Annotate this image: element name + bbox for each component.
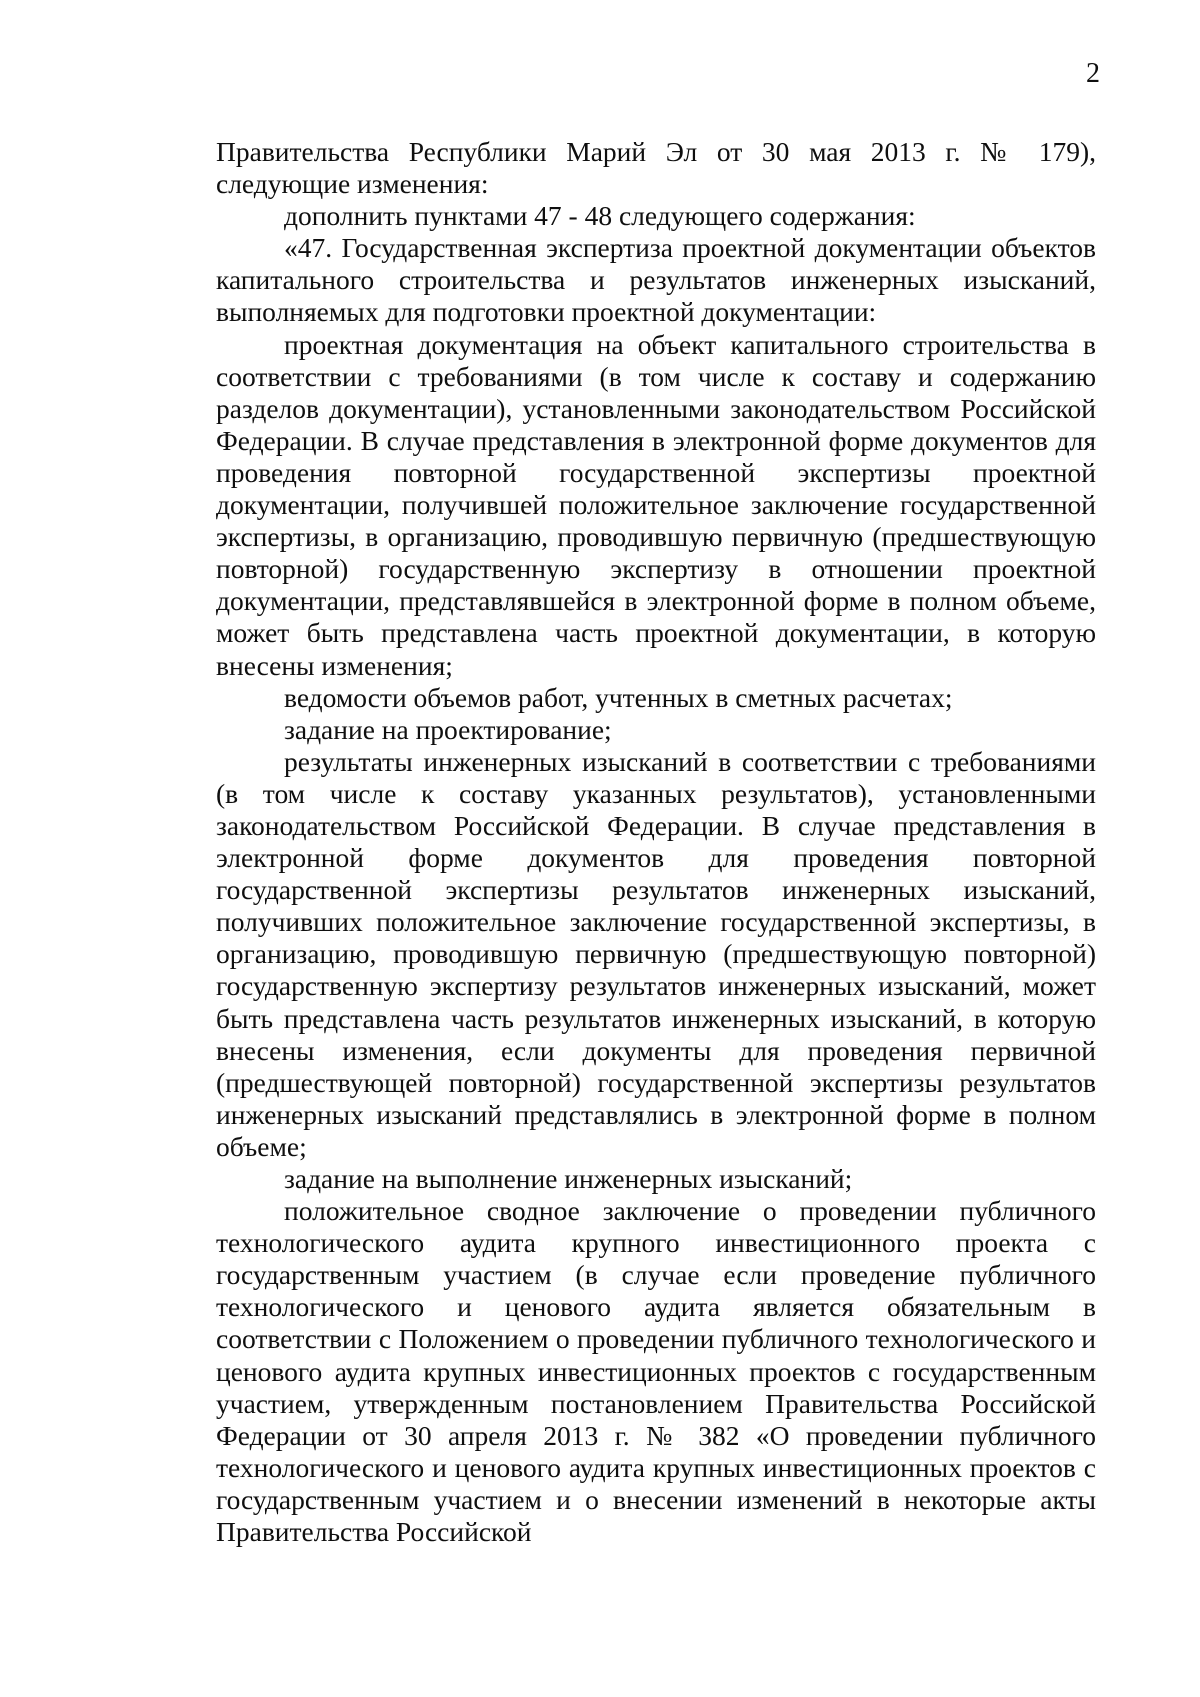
page-number: 2 bbox=[1086, 58, 1100, 89]
paragraph-survey-results: результаты инженерных изысканий в соответствии с требованиями (в том числе к составу указанных результатов), установленными законодательством Российской Федерации. В случае представления в электронной форме документов для проведения повторной государственной экспертизы результатов инженерных изысканий, получивших положительное заключение государственной экспертизы, в организацию, проводившую первичную (предшествующую повторной) государственную экспертизу результатов инженерных изысканий, может быть представлена часть результатов инженерных изысканий, в которую внесены изменения, если документы для проведения первичной (предшествующей повторной) государственной экспертизы результатов инженерных изысканий представлялись в электронной форме в полном объеме; bbox=[216, 745, 1096, 1162]
document-body bbox=[216, 136, 1096, 1548]
paragraph-work-volumes: ведомости объемов работ, учтенных в сметных расчетах; bbox=[284, 681, 953, 713]
paragraph-continuation: Правительства Республики Марий Эл от 30 мая 2013 г. № 179), следующие изменения: bbox=[216, 136, 1096, 200]
paragraph-audit-conclusion: положительное сводное заключение о проведении публичного технологического аудита крупного инвестиционного проекта с государственным участием (в случае если проведение публичного технологического и ценового аудита является обязательным в соответствии с Положением о проведении публичного технологического и ценового аудита крупных инвестиционных проектов с государственным участием, утвержденным постановлением Правительства Российской Федерации от 30 апреля 2013 г. № 382 «О проведении публичного технологического и ценового аудита крупных инвестиционных проектов с государственным участием и о внесении изменений в некоторые акты Правительства Российской bbox=[216, 1195, 1096, 1548]
paragraph-design-assignment: задание на проектирование; bbox=[284, 713, 612, 745]
paragraph-amendment-intro: дополнить пунктами 47 - 48 следующего содержания: bbox=[284, 200, 916, 232]
paragraph-item-47-heading: «47. Государственная экспертиза проектной документации объектов капитального строительства и результатов инженерных изысканий, выполняемых для подготовки проектной документации: bbox=[216, 232, 1096, 328]
paragraph-survey-assignment: задание на выполнение инженерных изысканий; bbox=[284, 1163, 853, 1194]
paragraph-project-documentation: проектная документация на объект капитального строительства в соответствии с требованиями (в том числе к составу и содержанию разделов документации), установленными законодательством Российской Федерации. В случае представления в электронной форме документов для проведения повторной государственной экспертизы проектной документации, получившей положительное заключение государственной экспертизы, в организацию, проводившую первичную (предшествующую повторной) государственную экспертизу в отношении проектной документации, представлявшейся в электронной форме в полном объеме, может быть представлена часть проектной документации, в которую внесены изменения; bbox=[216, 328, 1096, 681]
